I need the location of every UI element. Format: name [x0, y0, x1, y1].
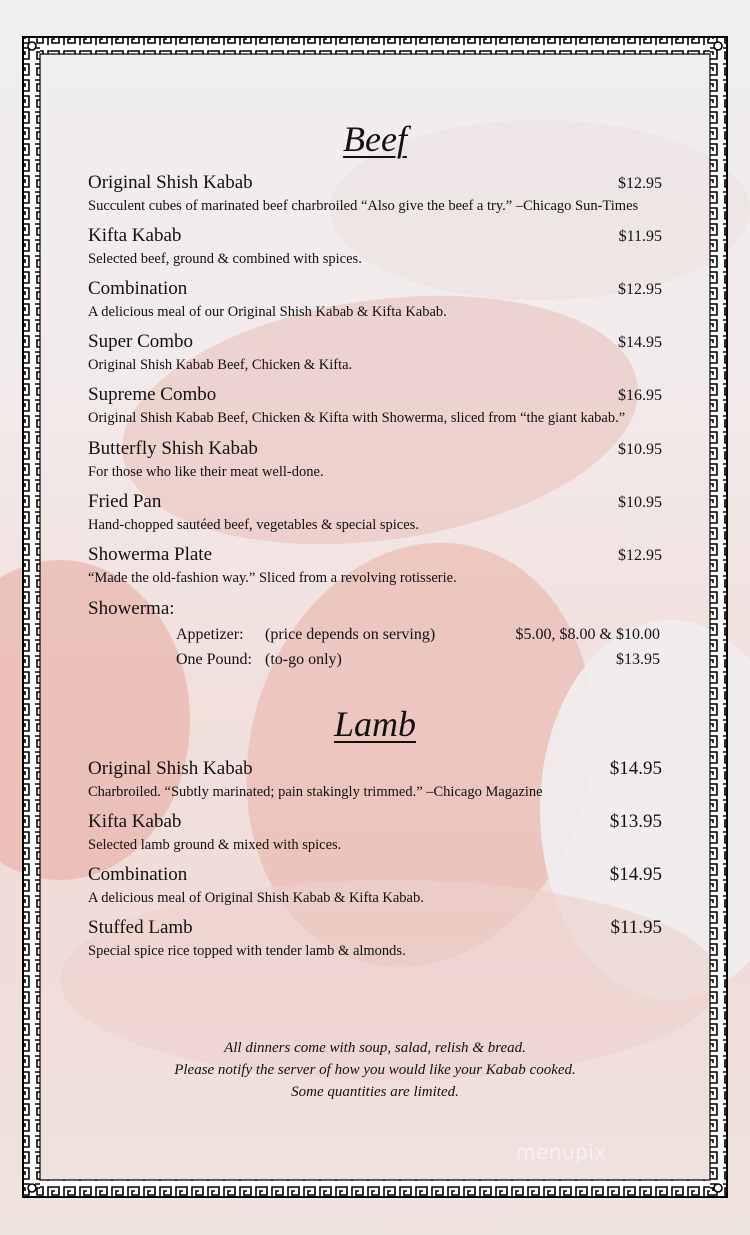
item-description: Original Shish Kabab Beef, Chicken & Kifta with Showerma, sliced from “the giant kabab.” [88, 410, 626, 426]
menu-item [88, 384, 662, 427]
item-price: $10.95 [618, 494, 662, 511]
item-price: $11.95 [610, 917, 662, 938]
item-price: $10.95 [618, 441, 662, 458]
item-description: Special spice rice topped with tender lamb & almonds. [88, 943, 406, 959]
item-price: $14.95 [609, 758, 662, 779]
footer-line: Some quantities are limited. [291, 1084, 459, 1100]
item-name: Combination [88, 278, 188, 299]
item-name: Original Shish Kabab [88, 172, 253, 193]
menu-item [88, 491, 662, 534]
item-description: A delicious meal of our Original Shish Kabab & Kifta Kabab. [88, 304, 447, 320]
item-description: “Made the old-fashion way.” Sliced from a revolving rotisserie. [88, 570, 457, 586]
item-name: Super Combo [88, 331, 194, 352]
item-price: $12.95 [618, 281, 662, 298]
item-description: A delicious meal of Original Shish Kabab & Kifta Kabab. [88, 890, 424, 906]
lamb-section-title: Lamb [333, 704, 417, 744]
item-price: $11.95 [618, 228, 662, 245]
showerma-heading: Showerma: [88, 598, 175, 619]
item-name: Combination [88, 864, 188, 885]
menu-item [88, 917, 662, 960]
menu-item [88, 172, 662, 215]
item-name: Fried Pan [88, 491, 162, 512]
item-price: $14.95 [609, 864, 662, 885]
footer-notes [0, 1037, 750, 1103]
item-price: $12.95 [618, 175, 662, 192]
item-description: Selected lamb ground & mixed with spices. [88, 837, 342, 853]
menu-item [88, 331, 662, 374]
item-description: For those who like their meat well-done. [88, 464, 324, 480]
option-price: $13.95 [616, 651, 660, 668]
menu-item [88, 811, 662, 854]
item-description: Charbroiled. “Subtly marinated; pain stakingly trimmed.” –Chicago Magazine [88, 784, 543, 800]
option-label: Appetizer: [176, 626, 244, 643]
item-name: Stuffed Lamb [88, 917, 193, 938]
item-name: Showerma Plate [88, 544, 213, 565]
menu-item [88, 864, 662, 907]
option-label: One Pound: [176, 651, 252, 668]
footer-line: Please notify the server of how you would like your Kabab cooked. [174, 1062, 576, 1078]
option-note: (price depends on serving) [265, 626, 436, 643]
menu-item [88, 544, 662, 587]
item-name: Butterfly Shish Kabab [88, 438, 258, 459]
menu-item [88, 438, 662, 481]
item-description: Hand-chopped sautéed beef, vegetables & special spices. [88, 517, 419, 533]
item-price: $14.95 [618, 334, 662, 351]
menu-item [88, 758, 662, 801]
item-name: Supreme Combo [88, 384, 217, 405]
item-price: $12.95 [618, 547, 662, 564]
menu-item [88, 225, 662, 268]
menupix-watermark: menupix [516, 1140, 607, 1164]
footer-line: All dinners come with soup, salad, relish & bread. [224, 1040, 526, 1056]
option-note: (to-go only) [265, 651, 342, 668]
item-name: Kifta Kabab [88, 225, 182, 246]
option-price: $5.00, $8.00 & $10.00 [515, 626, 660, 643]
item-description: Selected beef, ground & combined with spices. [88, 251, 362, 267]
item-price: $16.95 [618, 387, 662, 404]
item-name: Kifta Kabab [88, 811, 182, 832]
menu-item [88, 278, 662, 321]
item-description: Original Shish Kabab Beef, Chicken & Kifta. [88, 357, 353, 373]
item-name: Original Shish Kabab [88, 758, 253, 779]
item-description: Succulent cubes of marinated beef charbroiled “Also give the beef a try.” –Chicago Sun-Times [88, 198, 639, 214]
item-price: $13.95 [609, 811, 662, 832]
beef-section-title: Beef [343, 119, 407, 159]
